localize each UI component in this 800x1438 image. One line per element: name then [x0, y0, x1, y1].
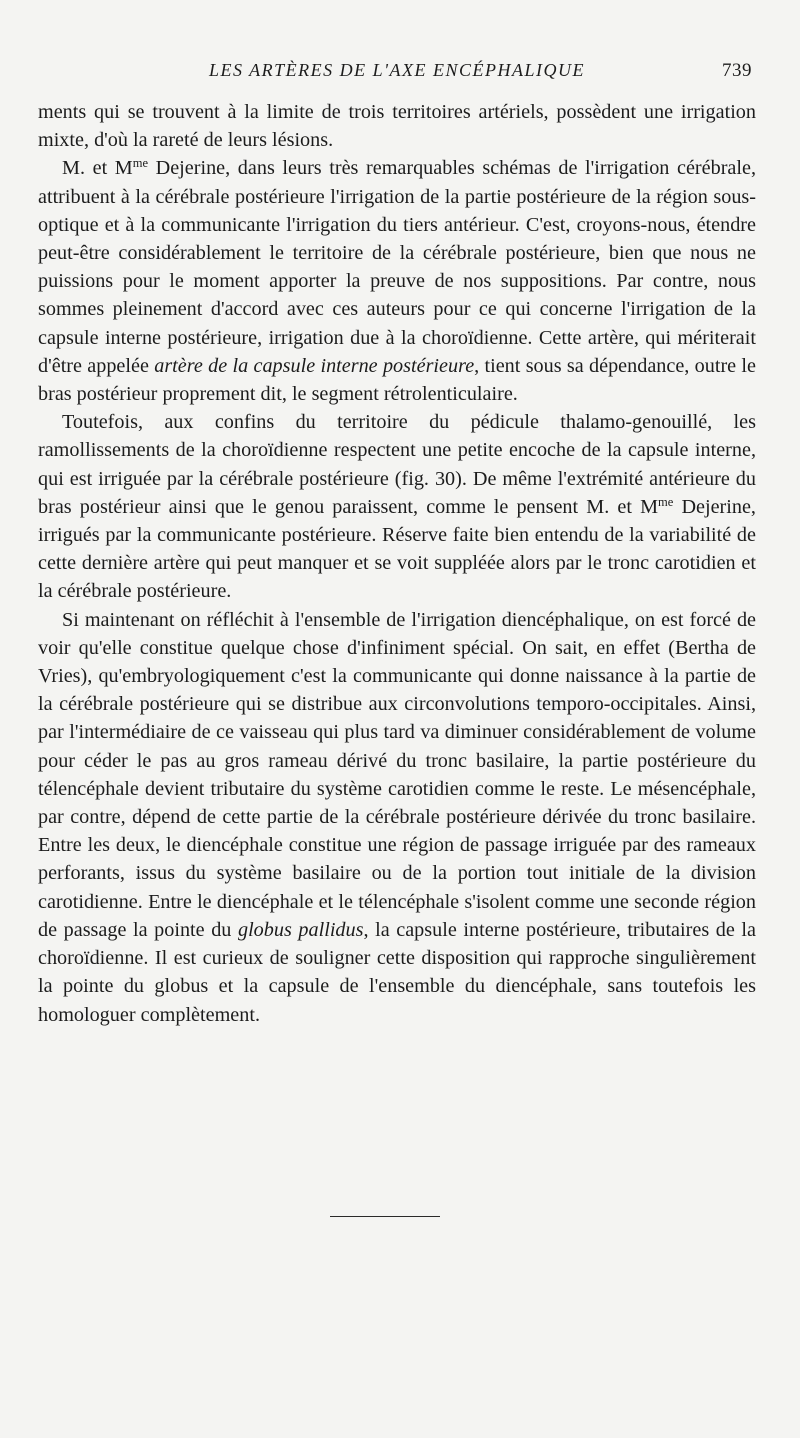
paragraph: [38, 154, 756, 408]
text-segment: Si maintenant on réfléchit à l'ensemble de l'irrigation diencéphalique, on est forcé de voir qu'elle constitue quelque chose d'infiniment spécial. On sait, en effet (Bertha de Vries), qu'embryologiquement c'est la communicante qui donne naissance à la partie de la cérébrale postérieure qui se distribue aux circonvolutions temporo-occipitales. Ainsi, par l'intermédiaire de ce vaisseau qui plus tard va diminuer considérablement de volume pour céder le pas au gros rameau dérivé du tronc basilaire, la partie postérieure du télencéphale devient tributaire du système carotidien comme le reste. Le mésencéphale, par contre, dépend de cette partie de la cérébrale postérieure dérivée du tronc basilaire. Entre les deux, le diencéphale constitue une région de passage irriguée par des rameaux perforants, issus du système basilaire ou de la portion tout initiale de la division carotidienne. Entre le diencéphale et le télencéphale s'isolent comme une seconde région de passage la pointe du: [38, 608, 756, 941]
running-title: LES ARTÈRES DE L'AXE ENCÉPHALIQUE: [209, 60, 585, 80]
text-segment: M. et M: [62, 157, 133, 180]
page-number: 739: [722, 60, 752, 81]
text-segment: Toutefois, aux confins du territoire du pédicule thalamo-genouillé, les ramollissements de la choroïdienne respectent une petite encoche de la capsule interne, qui est irriguée par la cérébrale postérieure (fig. 30). De même l'extrémité antérieure du bras postérieur ainsi que le genou paraissent, comme le pensent M. et M: [38, 411, 756, 518]
text-segment: Dejerine, irrigués par la communicante postérieure. Réserve faite bien entendu de la variabilité de cette dernière artère qui peut manquer et se voit suppléée alors par le tronc carotidien et la cérébrale postérieure.: [38, 495, 756, 603]
text-segment: , la capsule interne postérieure, tributaires de la choroïdienne. Il est curieux de souligner cette disposition qui rapproche singulièrement la pointe du globus et la capsule de l'ensemble du diencéphale, sans toutefois les homologuer complètement.: [38, 918, 756, 1026]
paragraph: [38, 98, 756, 154]
italic-text: artère de la capsule interne postérieure: [154, 354, 475, 377]
paragraph: [38, 408, 756, 605]
running-head: [42, 60, 752, 90]
italic-text: globus pallidus: [237, 918, 364, 941]
end-rule-divider: [330, 1216, 440, 1217]
paragraph: [38, 606, 756, 1029]
superscript-text: me: [658, 494, 674, 509]
superscript-text: me: [132, 156, 149, 171]
body-text: [38, 98, 756, 1029]
text-segment: ments qui se trouvent à la limite de trois territoires artériels, possèdent une irrigation mixte, d'où la rareté de leurs lésions.: [38, 101, 756, 152]
text-segment: , tient sous sa dépendance, outre le bras postérieur proprement dit, le segment rétrolenticulaire.: [38, 354, 756, 406]
text-segment: Dejerine, dans leurs très remarquables schémas de l'irrigation cérébrale, attribuent à la cérébrale postérieure l'irrigation de la partie postérieure de la région sous-optique et à la communicante l'irrigation du tiers antérieur. C'est, croyons-nous, étendre peut-être considérablement le territoire de la cérébrale postérieure, bien que nous ne puissions pour le moment apporter la preuve de nos suppositions. Par contre, nous sommes pleinement d'accord avec ces auteurs pour ce qui concerne l'irrigation de la capsule interne postérieure, irrigation due à la choroïdienne. Cette artère, qui mériterait d'être appelée: [38, 157, 756, 377]
